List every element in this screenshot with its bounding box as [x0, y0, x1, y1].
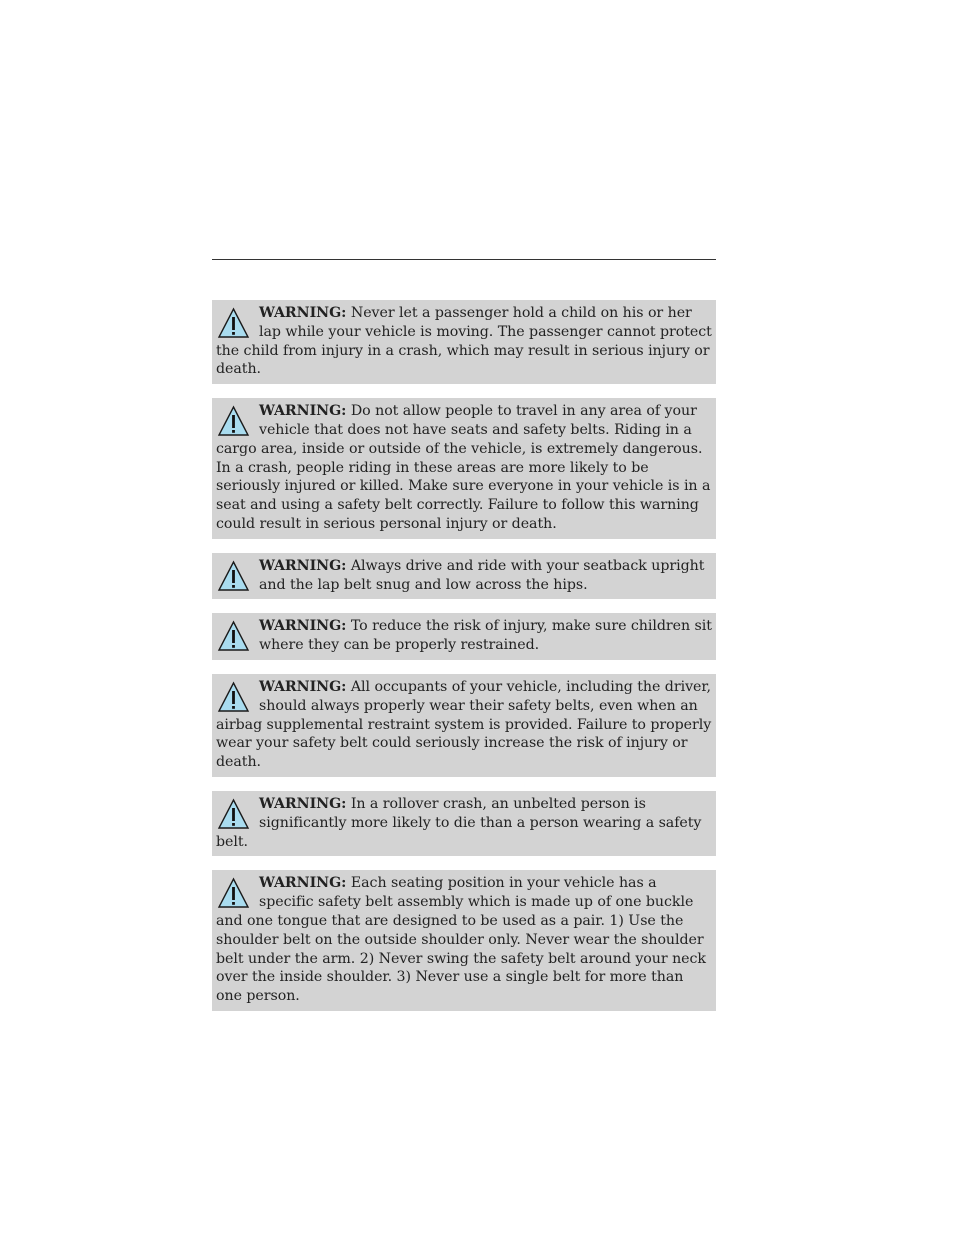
warning-box: [212, 791, 716, 856]
warning-triangle-icon: [217, 619, 250, 654]
warning-label: WARNING:: [259, 557, 347, 574]
warning-text: In a rollover crash, an unbelted person is significantly more likely to die than a person wearing a safety belt.: [216, 795, 702, 850]
warning-label: WARNING:: [259, 403, 347, 420]
warning-label: WARNING:: [259, 795, 347, 812]
warning-triangle-icon: [217, 797, 250, 832]
warning-label: WARNING:: [259, 875, 347, 892]
warning-box: [212, 398, 716, 539]
warning-label: WARNING:: [259, 678, 347, 695]
warning-text: All occupants of your vehicle, including the driver, should always properly wear their safety belts, even when an airbag supplemental restraint system is provided. Failure to properly wear your safety belt could seriously increase the risk of injury or death.: [216, 678, 712, 771]
warning-text: Always drive and ride with your seatback upright and the lap belt snug and low across the hips.: [259, 557, 705, 593]
warning-box: [212, 553, 716, 600]
header-rule: [212, 259, 716, 260]
warning-text: Do not allow people to travel in any area of your vehicle that does not have seats and safety belts. Riding in a cargo area, inside or outside of the vehicle, is extremely dangerous. In a crash, people riding in these areas are more likely to be seriously injured or killed. Make sure everyone in your vehicle is in a seat and using a safety belt correctly. Failure to follow this warning could result in serious personal injury or death.: [216, 403, 711, 532]
warning-box: [212, 870, 716, 1011]
warning-text: To reduce the risk of injury, make sure children sit where they can be properly restrained.: [259, 618, 712, 654]
warning-triangle-icon: [217, 559, 250, 594]
warning-triangle-icon: [217, 680, 250, 715]
warning-text: Never let a passenger hold a child on his or her lap while your vehicle is moving. The passenger cannot protect the child from injury in a crash, which may result in serious injury or death.: [216, 305, 712, 378]
warning-triangle-icon: [217, 876, 250, 911]
warning-label: WARNING:: [259, 618, 347, 635]
warnings-list: [212, 300, 716, 1025]
warning-text: Each seating position in your vehicle has a specific safety belt assembly which is made up of one buckle and one tongue that are designed to be used as a pair. 1) Use the shoulder belt on the outside shoulder only. Never wear the shoulder belt under the arm. 2) Never swing the safety belt around your neck over the inside shoulder. 3) Never use a single belt for more than one person.: [216, 875, 706, 1005]
warning-box: [212, 613, 716, 660]
warning-box: [212, 300, 716, 384]
warning-label: WARNING:: [259, 305, 347, 321]
warning-box: [212, 674, 716, 777]
warning-triangle-icon: [217, 404, 250, 439]
warning-triangle-icon: [217, 306, 250, 341]
